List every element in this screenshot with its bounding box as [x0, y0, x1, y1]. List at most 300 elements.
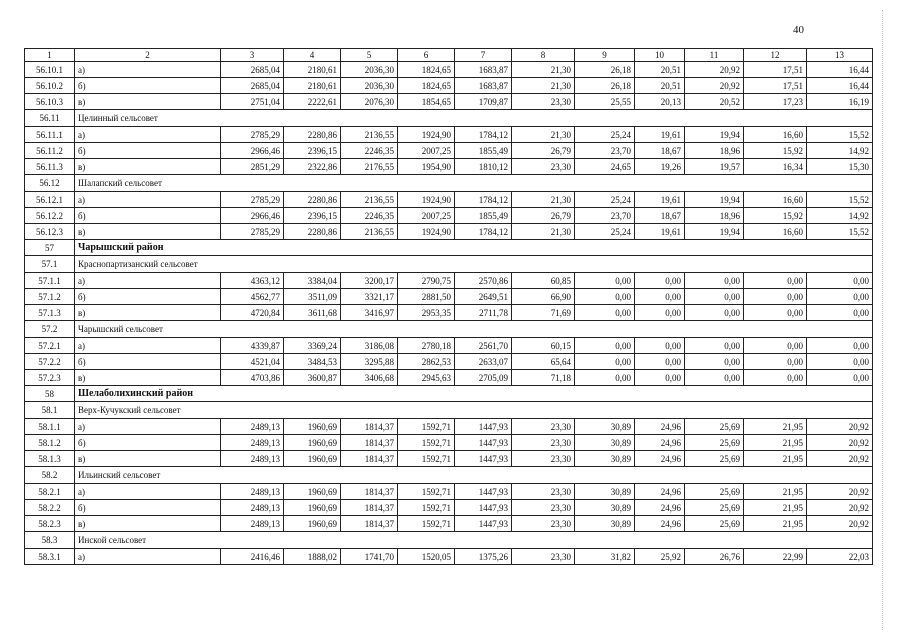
value-cell: 15,52 — [807, 192, 873, 208]
table-row — [25, 94, 873, 110]
value-cell: 30,89 — [575, 484, 635, 500]
value-cell: 23,30 — [512, 549, 575, 565]
value-cell: 0,00 — [635, 273, 685, 289]
value-cell: 21,95 — [744, 419, 807, 435]
value-cell: 3511,09 — [284, 289, 341, 305]
value-cell: 20,92 — [807, 451, 873, 467]
value-cell: 0,00 — [685, 305, 744, 321]
row-code-cell: 56.10.3 — [25, 94, 75, 110]
row-code-cell: 58.1.2 — [25, 435, 75, 451]
value-cell: 2711,78 — [455, 305, 512, 321]
value-cell: 15,30 — [807, 159, 873, 175]
value-cell: 1592,71 — [398, 500, 455, 516]
table-row — [25, 78, 873, 94]
value-cell: 21,30 — [512, 62, 575, 78]
value-cell: 1960,69 — [284, 451, 341, 467]
value-cell: 2489,13 — [221, 419, 284, 435]
value-cell: 20,92 — [807, 419, 873, 435]
value-cell: 0,00 — [744, 370, 807, 386]
value-cell: 23,30 — [512, 94, 575, 110]
table-row — [25, 305, 873, 321]
header-cell: 6 — [398, 49, 455, 62]
value-cell: 1810,12 — [455, 159, 512, 175]
value-cell: 20,92 — [807, 484, 873, 500]
value-cell: 17,51 — [744, 62, 807, 78]
value-cell: 2136,55 — [341, 127, 398, 143]
value-cell: 23,30 — [512, 451, 575, 467]
value-cell: 24,96 — [635, 435, 685, 451]
value-cell: 2945,63 — [398, 370, 455, 386]
value-cell: 71,69 — [512, 305, 575, 321]
value-cell: 25,24 — [575, 127, 635, 143]
row-label-cell: б) — [75, 435, 221, 451]
value-cell: 1954,90 — [398, 159, 455, 175]
value-cell: 2489,13 — [221, 500, 284, 516]
value-cell: 2280,86 — [284, 192, 341, 208]
value-cell: 2136,55 — [341, 224, 398, 240]
value-cell: 1960,69 — [284, 435, 341, 451]
value-cell: 2322,86 — [284, 159, 341, 175]
row-code-cell: 58.1.1 — [25, 419, 75, 435]
value-cell: 2705,09 — [455, 370, 512, 386]
value-cell: 1814,37 — [341, 500, 398, 516]
value-cell: 1709,87 — [455, 94, 512, 110]
value-cell: 2489,13 — [221, 484, 284, 500]
row-code-cell: 58.1 — [25, 402, 75, 419]
value-cell: 1447,93 — [455, 516, 512, 532]
table-row — [25, 549, 873, 565]
value-cell: 2862,53 — [398, 354, 455, 370]
row-label-cell: в) — [75, 516, 221, 532]
row-label-cell: в) — [75, 94, 221, 110]
value-cell: 15,92 — [744, 143, 807, 159]
value-cell: 2489,13 — [221, 451, 284, 467]
value-cell: 2685,04 — [221, 78, 284, 94]
table-row — [25, 159, 873, 175]
value-cell: 3416,97 — [341, 305, 398, 321]
row-label-cell: б) — [75, 208, 221, 224]
value-cell: 0,00 — [635, 305, 685, 321]
row-code-cell: 56.12.2 — [25, 208, 75, 224]
value-cell: 2416,46 — [221, 549, 284, 565]
value-cell: 2280,86 — [284, 224, 341, 240]
value-cell: 1375,26 — [455, 549, 512, 565]
value-cell: 1683,87 — [455, 78, 512, 94]
value-cell: 60,15 — [512, 338, 575, 354]
row-label-cell: б) — [75, 500, 221, 516]
value-cell: 1960,69 — [284, 484, 341, 500]
value-cell: 0,00 — [807, 289, 873, 305]
section-title: Целинный сельсовет — [75, 110, 873, 127]
value-cell: 66,90 — [512, 289, 575, 305]
value-cell: 23,70 — [575, 208, 635, 224]
value-cell: 31,82 — [575, 549, 635, 565]
value-cell: 2280,86 — [284, 127, 341, 143]
value-cell: 23,30 — [512, 484, 575, 500]
value-cell: 3600,87 — [284, 370, 341, 386]
value-cell: 1447,93 — [455, 500, 512, 516]
value-cell: 21,95 — [744, 484, 807, 500]
value-cell: 60,85 — [512, 273, 575, 289]
value-cell: 2966,46 — [221, 208, 284, 224]
row-code-cell: 58.2.2 — [25, 500, 75, 516]
value-cell: 2881,50 — [398, 289, 455, 305]
value-cell: 0,00 — [575, 305, 635, 321]
table-row — [25, 370, 873, 386]
row-label-cell: б) — [75, 354, 221, 370]
value-cell: 0,00 — [575, 338, 635, 354]
value-cell: 1447,93 — [455, 451, 512, 467]
row-label-cell: б) — [75, 78, 221, 94]
value-cell: 24,65 — [575, 159, 635, 175]
value-cell: 1814,37 — [341, 516, 398, 532]
row-code-cell: 57.2.2 — [25, 354, 75, 370]
value-cell: 22,03 — [807, 549, 873, 565]
row-label-cell: б) — [75, 143, 221, 159]
value-cell: 20,51 — [635, 78, 685, 94]
table-row — [25, 484, 873, 500]
value-cell: 0,00 — [685, 289, 744, 305]
value-cell: 1854,65 — [398, 94, 455, 110]
value-cell: 1814,37 — [341, 451, 398, 467]
row-code-cell: 58.2 — [25, 467, 75, 484]
value-cell: 2396,15 — [284, 143, 341, 159]
district-row — [25, 386, 873, 402]
value-cell: 71,18 — [512, 370, 575, 386]
value-cell: 65,64 — [512, 354, 575, 370]
value-cell: 19,61 — [635, 224, 685, 240]
header-cell: 11 — [685, 49, 744, 62]
header-cell: 8 — [512, 49, 575, 62]
header-cell: 9 — [575, 49, 635, 62]
scan-edge-line — [882, 10, 883, 630]
table-row — [25, 208, 873, 224]
value-cell: 1592,71 — [398, 451, 455, 467]
row-label-cell: а) — [75, 549, 221, 565]
value-cell: 18,67 — [635, 143, 685, 159]
table-row — [25, 192, 873, 208]
value-cell: 0,00 — [744, 338, 807, 354]
value-cell: 21,30 — [512, 224, 575, 240]
value-cell: 4521,04 — [221, 354, 284, 370]
value-cell: 0,00 — [807, 305, 873, 321]
row-label-cell: а) — [75, 338, 221, 354]
section-row — [25, 321, 873, 338]
district-title: Шелаболихинский район — [75, 386, 873, 402]
value-cell: 1924,90 — [398, 127, 455, 143]
value-cell: 21,95 — [744, 500, 807, 516]
value-cell: 0,00 — [807, 273, 873, 289]
value-cell: 20,92 — [807, 516, 873, 532]
value-cell: 2785,29 — [221, 127, 284, 143]
value-cell: 2176,55 — [341, 159, 398, 175]
value-cell: 0,00 — [685, 338, 744, 354]
value-cell: 2851,29 — [221, 159, 284, 175]
value-cell: 1960,69 — [284, 516, 341, 532]
value-cell: 1814,37 — [341, 484, 398, 500]
value-cell: 0,00 — [635, 338, 685, 354]
row-code-cell: 56.12.3 — [25, 224, 75, 240]
value-cell: 2036,30 — [341, 78, 398, 94]
table-row — [25, 273, 873, 289]
value-cell: 2785,29 — [221, 192, 284, 208]
row-code-cell: 58.2.1 — [25, 484, 75, 500]
value-cell: 4339,87 — [221, 338, 284, 354]
value-cell: 1592,71 — [398, 435, 455, 451]
value-cell: 25,69 — [685, 500, 744, 516]
table-row — [25, 451, 873, 467]
value-cell: 2180,61 — [284, 78, 341, 94]
row-code-cell: 57.2 — [25, 321, 75, 338]
table-row — [25, 435, 873, 451]
value-cell: 2222,61 — [284, 94, 341, 110]
value-cell: 4720,84 — [221, 305, 284, 321]
value-cell: 1855,49 — [455, 143, 512, 159]
value-cell: 20,92 — [807, 435, 873, 451]
table-row — [25, 500, 873, 516]
value-cell: 0,00 — [635, 354, 685, 370]
value-cell: 1960,69 — [284, 419, 341, 435]
value-cell: 16,19 — [807, 94, 873, 110]
table-row — [25, 354, 873, 370]
value-cell: 20,92 — [685, 62, 744, 78]
value-cell: 1447,93 — [455, 435, 512, 451]
value-cell: 0,00 — [807, 354, 873, 370]
table-row — [25, 143, 873, 159]
value-cell: 2751,04 — [221, 94, 284, 110]
row-code-cell: 57.2.3 — [25, 370, 75, 386]
value-cell: 0,00 — [744, 289, 807, 305]
row-code-cell: 57.1.3 — [25, 305, 75, 321]
value-cell: 26,18 — [575, 62, 635, 78]
value-cell: 2790,75 — [398, 273, 455, 289]
value-cell: 4703,86 — [221, 370, 284, 386]
value-cell: 16,44 — [807, 62, 873, 78]
value-cell: 1447,93 — [455, 419, 512, 435]
value-cell: 24,96 — [635, 451, 685, 467]
value-cell: 2007,25 — [398, 143, 455, 159]
value-cell: 20,13 — [635, 94, 685, 110]
value-cell: 0,00 — [685, 354, 744, 370]
row-code-cell: 56.11.1 — [25, 127, 75, 143]
value-cell: 30,89 — [575, 419, 635, 435]
value-cell: 21,30 — [512, 127, 575, 143]
value-cell: 17,51 — [744, 78, 807, 94]
row-label-cell: в) — [75, 224, 221, 240]
value-cell: 0,00 — [635, 370, 685, 386]
value-cell: 3484,53 — [284, 354, 341, 370]
value-cell: 23,30 — [512, 435, 575, 451]
value-cell: 16,34 — [744, 159, 807, 175]
table-row — [25, 224, 873, 240]
table-row — [25, 62, 873, 78]
value-cell: 0,00 — [807, 338, 873, 354]
row-code-cell: 58.3 — [25, 532, 75, 549]
value-cell: 18,96 — [685, 208, 744, 224]
value-cell: 1814,37 — [341, 419, 398, 435]
row-label-cell: в) — [75, 451, 221, 467]
value-cell: 1960,69 — [284, 500, 341, 516]
value-cell: 3369,24 — [284, 338, 341, 354]
value-cell: 24,96 — [635, 516, 685, 532]
value-cell: 2966,46 — [221, 143, 284, 159]
value-cell: 16,60 — [744, 192, 807, 208]
row-code-cell: 56.12.1 — [25, 192, 75, 208]
value-cell: 0,00 — [575, 289, 635, 305]
value-cell: 23,70 — [575, 143, 635, 159]
value-cell: 2036,30 — [341, 62, 398, 78]
value-cell: 1924,90 — [398, 192, 455, 208]
value-cell: 19,26 — [635, 159, 685, 175]
value-cell: 2649,51 — [455, 289, 512, 305]
value-cell: 16,60 — [744, 224, 807, 240]
row-label-cell: а) — [75, 484, 221, 500]
value-cell: 21,30 — [512, 192, 575, 208]
value-cell: 30,89 — [575, 435, 635, 451]
header-cell: 1 — [25, 49, 75, 62]
table-row — [25, 338, 873, 354]
value-cell: 26,79 — [512, 143, 575, 159]
header-cell: 12 — [744, 49, 807, 62]
value-cell: 1784,12 — [455, 192, 512, 208]
value-cell: 2785,29 — [221, 224, 284, 240]
district-row — [25, 240, 873, 256]
value-cell: 3200,17 — [341, 273, 398, 289]
value-cell: 16,44 — [807, 78, 873, 94]
value-cell: 1824,65 — [398, 62, 455, 78]
value-cell: 24,96 — [635, 484, 685, 500]
value-cell: 2180,61 — [284, 62, 341, 78]
value-cell: 19,61 — [635, 192, 685, 208]
value-cell: 25,24 — [575, 192, 635, 208]
value-cell: 25,69 — [685, 435, 744, 451]
value-cell: 21,95 — [744, 516, 807, 532]
value-cell: 19,94 — [685, 127, 744, 143]
value-cell: 30,89 — [575, 516, 635, 532]
value-cell: 20,92 — [685, 78, 744, 94]
value-cell: 1447,93 — [455, 484, 512, 500]
value-cell: 2007,25 — [398, 208, 455, 224]
value-cell: 21,95 — [744, 451, 807, 467]
row-label-cell: а) — [75, 273, 221, 289]
value-cell: 2561,70 — [455, 338, 512, 354]
value-cell: 2489,13 — [221, 435, 284, 451]
row-label-cell: а) — [75, 419, 221, 435]
value-cell: 25,24 — [575, 224, 635, 240]
row-code-cell: 57.1.2 — [25, 289, 75, 305]
value-cell: 2780,18 — [398, 338, 455, 354]
value-cell: 20,52 — [685, 94, 744, 110]
value-cell: 0,00 — [685, 370, 744, 386]
header-cell: 5 — [341, 49, 398, 62]
row-code-cell: 56.11.2 — [25, 143, 75, 159]
value-cell: 0,00 — [635, 289, 685, 305]
value-cell: 1741,70 — [341, 549, 398, 565]
header-cell: 10 — [635, 49, 685, 62]
row-code-cell: 58.3.1 — [25, 549, 75, 565]
value-cell: 26,18 — [575, 78, 635, 94]
table-row — [25, 516, 873, 532]
value-cell: 18,67 — [635, 208, 685, 224]
value-cell: 0,00 — [575, 273, 635, 289]
value-cell: 0,00 — [575, 370, 635, 386]
value-cell: 23,30 — [512, 516, 575, 532]
value-cell: 30,89 — [575, 451, 635, 467]
value-cell: 2246,35 — [341, 208, 398, 224]
row-label-cell: в) — [75, 159, 221, 175]
value-cell: 2246,35 — [341, 143, 398, 159]
row-code-cell: 56.10.2 — [25, 78, 75, 94]
value-cell: 2570,86 — [455, 273, 512, 289]
section-row — [25, 402, 873, 419]
value-cell: 18,96 — [685, 143, 744, 159]
section-title: Верх-Кучукский сельсовет — [75, 402, 873, 419]
section-row — [25, 256, 873, 273]
value-cell: 23,30 — [512, 500, 575, 516]
value-cell: 19,94 — [685, 192, 744, 208]
value-cell: 26,79 — [512, 208, 575, 224]
section-title: Инской сельсовет — [75, 532, 873, 549]
row-code-cell: 56.10.1 — [25, 62, 75, 78]
value-cell: 15,52 — [807, 224, 873, 240]
header-cell: 13 — [807, 49, 873, 62]
row-label-cell: а) — [75, 192, 221, 208]
header-cell: 4 — [284, 49, 341, 62]
value-cell: 0,00 — [744, 354, 807, 370]
row-label-cell: в) — [75, 370, 221, 386]
value-cell: 21,95 — [744, 435, 807, 451]
value-cell: 3611,68 — [284, 305, 341, 321]
row-label-cell: а) — [75, 62, 221, 78]
value-cell: 16,60 — [744, 127, 807, 143]
value-cell: 0,00 — [807, 370, 873, 386]
header-cell: 7 — [455, 49, 512, 62]
row-label-cell: б) — [75, 289, 221, 305]
value-cell: 25,92 — [635, 549, 685, 565]
section-title: Чарышский сельсовет — [75, 321, 873, 338]
value-cell: 2076,30 — [341, 94, 398, 110]
row-code-cell: 58 — [25, 386, 75, 402]
page-number: 40 — [793, 24, 804, 36]
tariff-table — [24, 48, 873, 565]
value-cell: 26,76 — [685, 549, 744, 565]
section-title: Шалапский сельсовет — [75, 175, 873, 192]
value-cell: 2953,35 — [398, 305, 455, 321]
value-cell: 0,00 — [744, 273, 807, 289]
value-cell: 25,69 — [685, 451, 744, 467]
value-cell: 1888,02 — [284, 549, 341, 565]
value-cell: 20,92 — [807, 500, 873, 516]
value-cell: 22,99 — [744, 549, 807, 565]
value-cell: 0,00 — [685, 273, 744, 289]
table-row — [25, 127, 873, 143]
value-cell: 1814,37 — [341, 435, 398, 451]
value-cell: 1592,71 — [398, 484, 455, 500]
section-row — [25, 110, 873, 127]
value-cell: 2685,04 — [221, 62, 284, 78]
value-cell: 3186,08 — [341, 338, 398, 354]
value-cell: 19,61 — [635, 127, 685, 143]
value-cell: 2489,13 — [221, 516, 284, 532]
value-cell: 15,92 — [744, 208, 807, 224]
value-cell: 15,52 — [807, 127, 873, 143]
value-cell: 14,92 — [807, 143, 873, 159]
row-code-cell: 57.1 — [25, 256, 75, 273]
value-cell: 4363,12 — [221, 273, 284, 289]
value-cell: 17,23 — [744, 94, 807, 110]
value-cell: 0,00 — [575, 354, 635, 370]
value-cell: 2633,07 — [455, 354, 512, 370]
